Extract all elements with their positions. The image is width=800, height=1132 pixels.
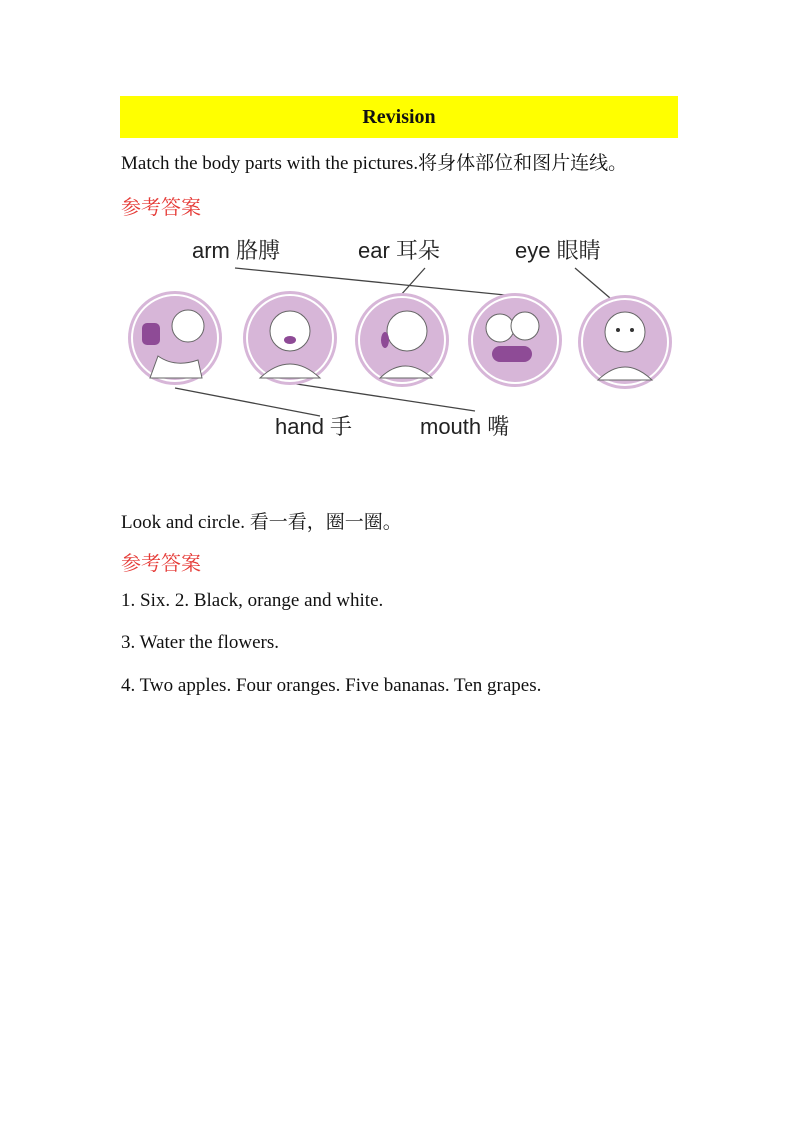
answer-label-1: 参考答案: [121, 197, 201, 219]
arm-picture-icon: [468, 293, 562, 387]
eye-picture-icon: [578, 295, 672, 389]
hand-picture-icon: [128, 291, 222, 385]
body-parts-matching-figure: [120, 228, 680, 458]
banner-title: Revision: [362, 105, 436, 128]
answer-line-3: 4. Two apples. Four oranges. Five bananas. Ten grapes.: [121, 675, 542, 696]
label-mouth: mouth 嘴: [420, 414, 510, 439]
line-hand: [175, 388, 320, 416]
label-eye: eye 眼睛: [515, 238, 601, 263]
line-eye: [575, 268, 610, 298]
revision-banner: [120, 96, 678, 138]
answer-line-1: 1. Six. 2. Black, orange and white.: [121, 590, 384, 611]
label-hand: hand 手: [275, 414, 353, 439]
line-ear: [400, 268, 425, 296]
match-instruction: Match the body parts with the pictures.将身体部位和图片连线。: [121, 153, 628, 174]
ear-picture-icon: [355, 293, 449, 387]
mouth-picture-icon: [243, 291, 337, 385]
answer-label-2: 参考答案: [121, 553, 201, 575]
label-arm: arm 胳膊: [192, 238, 281, 263]
line-arm: [235, 268, 515, 296]
answer-line-2: 3. Water the flowers.: [121, 632, 279, 653]
label-ear: ear 耳朵: [358, 238, 440, 263]
line-mouth: [290, 383, 475, 411]
circle-instruction: Look and circle. 看一看，圈一圈。: [121, 512, 402, 533]
